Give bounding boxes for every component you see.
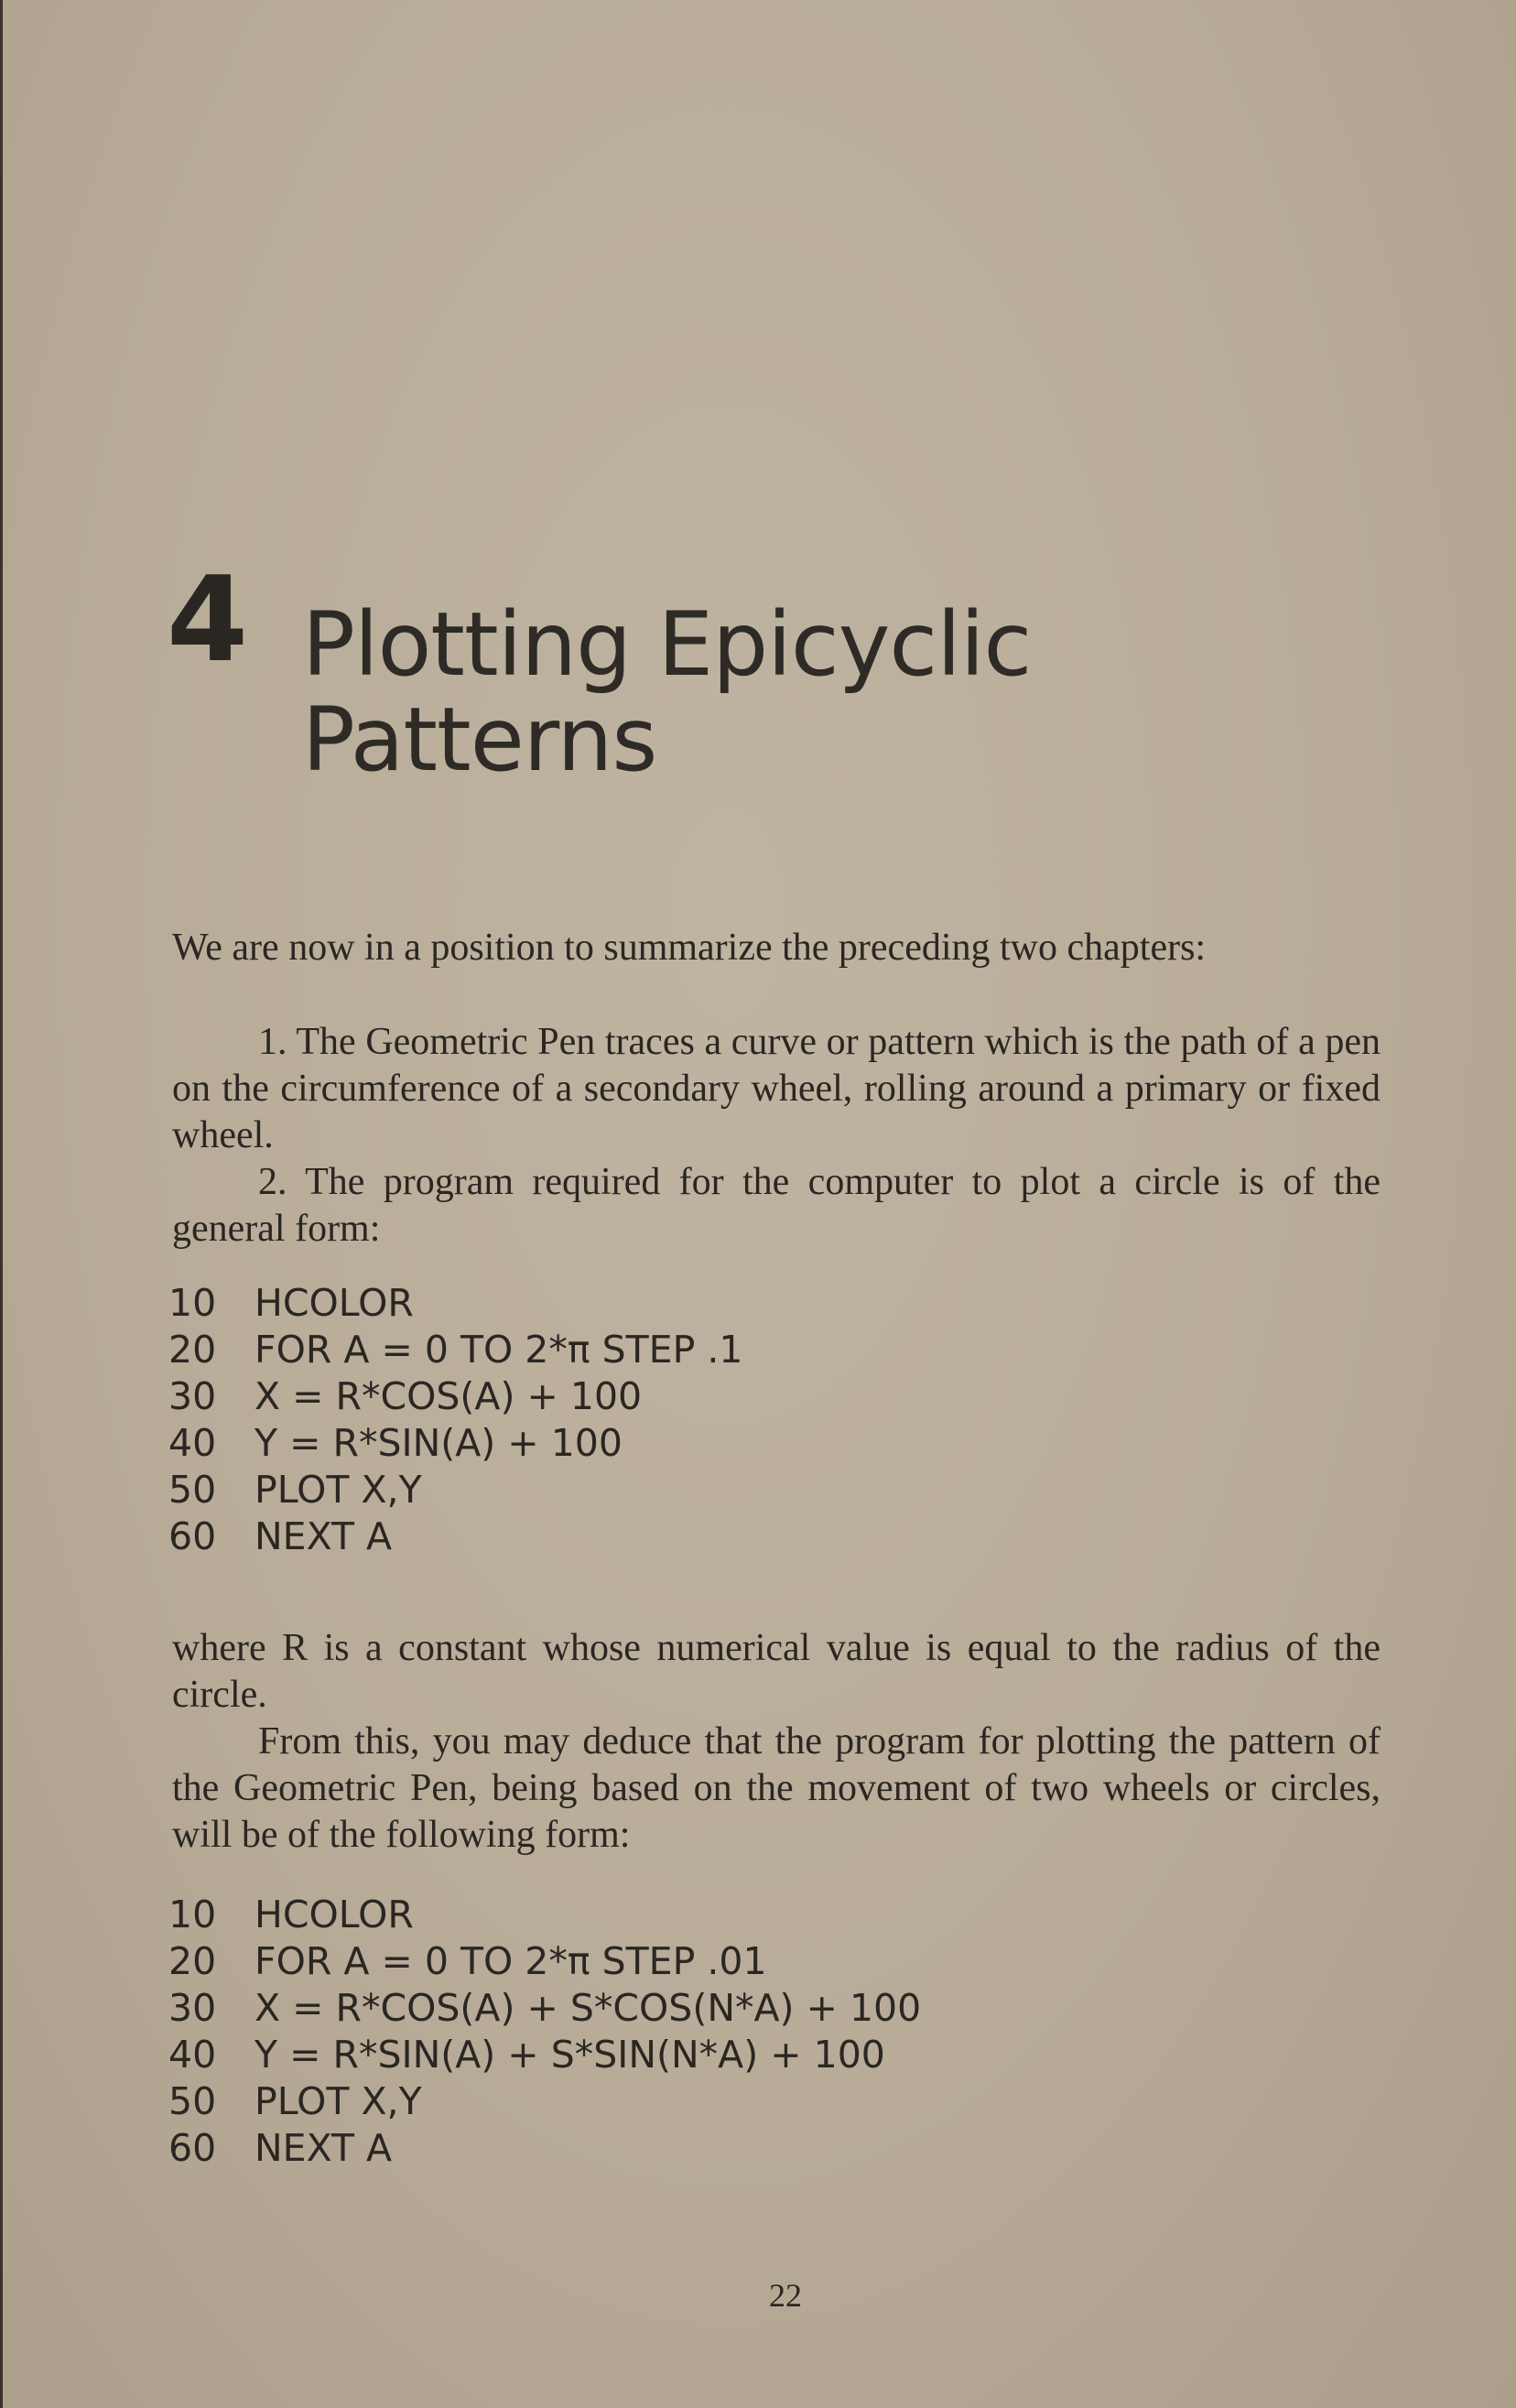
chapter-title-line-2: Patterns (302, 689, 657, 791)
code-line (168, 1513, 742, 1560)
line-number: 40 (168, 2033, 217, 2077)
line-number: 60 (168, 1514, 217, 1558)
code-text: FOR A = 0 TO 2*π STEP .1 (254, 1328, 743, 1372)
code-line (168, 1985, 921, 2032)
chapter-title (302, 593, 1218, 791)
line-number: 50 (168, 2079, 217, 2123)
code-text: PLOT X,Y (254, 2079, 422, 2123)
code-text: X = R*COS(A) + 100 (254, 1374, 643, 1418)
code-line (168, 1327, 742, 1373)
code-text: NEXT A (254, 2126, 393, 2170)
line-number: 10 (168, 1893, 217, 1936)
chapter-number: 4 (167, 552, 249, 689)
code-line (168, 2125, 921, 2172)
epicycle-program-listing (168, 1892, 921, 2172)
summary-point-2: 2. The program required for the computer to plot a circle is of the general form: (172, 1161, 1381, 1250)
code-text: X = R*COS(A) + S*COS(N*A) + 100 (254, 1986, 922, 2030)
intro-paragraph (172, 925, 1381, 971)
line-number: 40 (168, 1421, 217, 1465)
deduction-paragraph: From this, you may deduce that the program for plotting the pattern of the Geometric Pen, being based on the movement of two wheels or circles, will be of the following form: (172, 1720, 1381, 1856)
page-edge (0, 0, 3, 2408)
line-number: 20 (168, 1328, 217, 1372)
code-text: NEXT A (254, 1514, 393, 1558)
code-line (168, 1420, 742, 1467)
line-number: 10 (168, 1281, 217, 1325)
radius-explanation: where R is a constant whose numerical value is equal to the radius of the circle. (172, 1627, 1381, 1716)
summary-point-1: 1. The Geometric Pen traces a curve or pattern which is the path of a pen on the circumference of a secondary wheel, rolling around a primary or fixed wheel. (172, 1021, 1381, 1156)
circle-program-listing (168, 1280, 742, 1560)
code-line (168, 2078, 921, 2125)
code-text: Y = R*SIN(A) + 100 (254, 1421, 623, 1465)
summary-list (172, 1019, 1381, 1253)
page-number: 22 (769, 2277, 802, 2314)
code-text: PLOT X,Y (254, 1468, 422, 1512)
chapter-title-line-1: Plotting Epicyclic (302, 593, 1032, 696)
line-number: 60 (168, 2126, 217, 2170)
code-line (168, 1280, 742, 1327)
code-text: Y = R*SIN(A) + S*SIN(N*A) + 100 (254, 2033, 885, 2077)
line-number: 20 (168, 1939, 217, 1983)
line-number: 30 (168, 1374, 217, 1418)
code-text: HCOLOR (254, 1281, 414, 1325)
explanation-paragraphs (172, 1625, 1381, 1859)
code-line (168, 1938, 921, 1985)
code-line (168, 2032, 921, 2078)
line-number: 50 (168, 1468, 217, 1512)
code-line (168, 1892, 921, 1938)
code-text: FOR A = 0 TO 2*π STEP .01 (254, 1939, 767, 1983)
intro-text: We are now in a position to summarize the preceding two chapters: (172, 927, 1207, 969)
code-line (168, 1373, 742, 1420)
code-line (168, 1467, 742, 1513)
line-number: 30 (168, 1986, 217, 2030)
code-text: HCOLOR (254, 1893, 414, 1936)
